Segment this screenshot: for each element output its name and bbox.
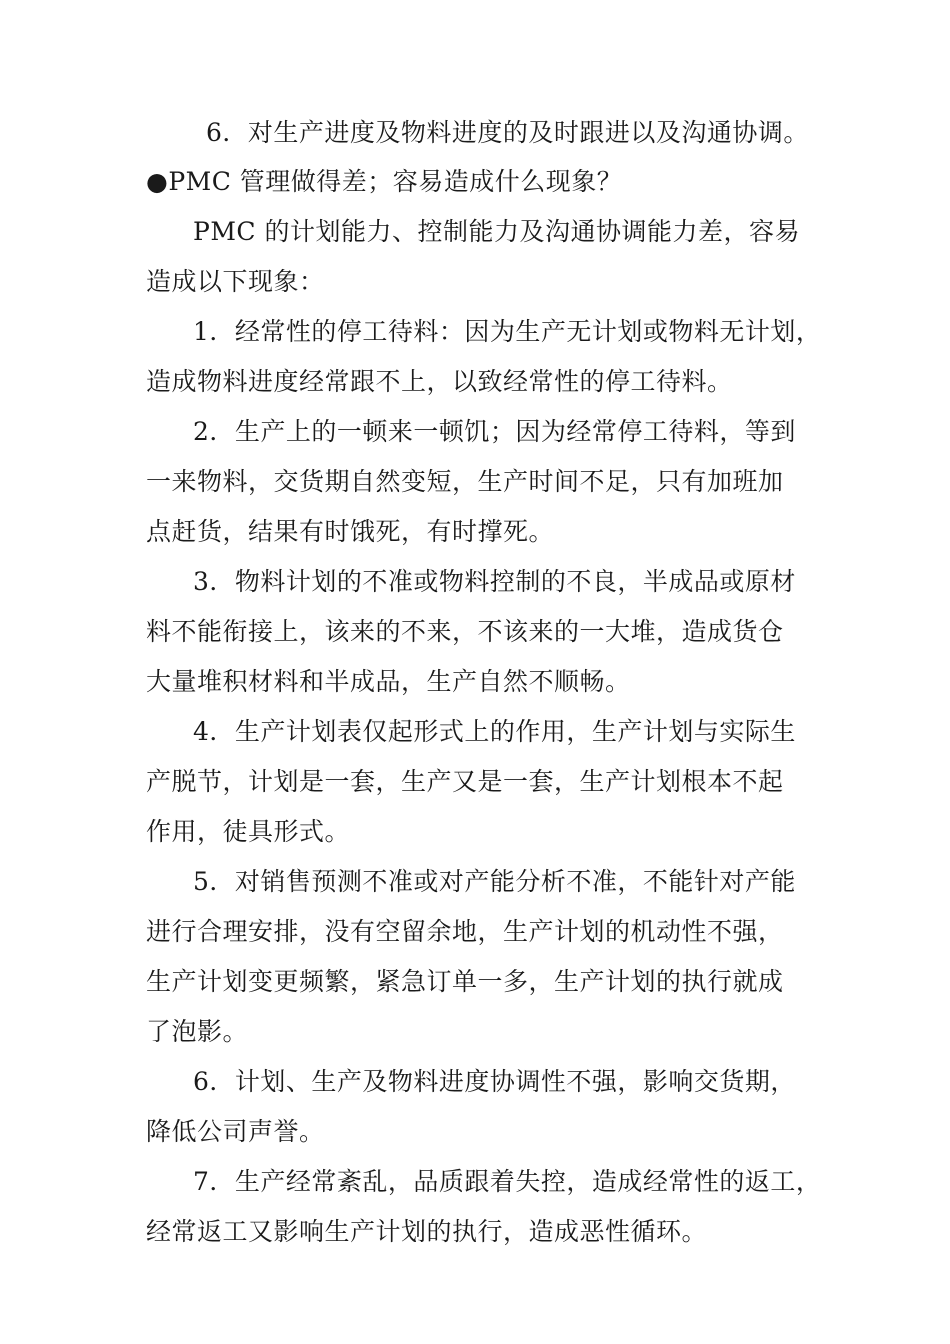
list-item-line: 3．物料计划的不准或物料控制的不良，半成品或原材 (193, 567, 796, 596)
list-item-line: 降低公司声誉。 (146, 1117, 325, 1146)
list-item-line: 生产计划变更频繁，紧急订单一多，生产计划的执行就成 (146, 967, 784, 996)
list-item-line: 造成物料进度经常跟不上，以致经常性的停工待料。 (146, 367, 733, 396)
list-item-line: 料不能衔接上，该来的不来，不该来的一大堆，造成货仓 (146, 617, 784, 646)
list-item-line: 作用，徒具形式。 (146, 817, 351, 846)
list-item-line: 2．生产上的一顿来一顿饥；因为经常停工待料，等到 (193, 417, 796, 446)
list-item-line: 进行合理安排，没有空留余地，生产计划的机动性不强， (146, 917, 784, 946)
list-item-line: 4．生产计划表仅起形式上的作用，生产计划与实际生 (193, 717, 796, 746)
list-item-line: 了泡影。 (146, 1017, 249, 1046)
list-item-line: 大量堆积材料和半成品，生产自然不顺畅。 (146, 667, 631, 696)
list-item-line: 7．生产经常紊乱，品质跟着失控，造成经常性的返工， (193, 1167, 822, 1196)
list-item-line: 6．计划、生产及物料进度协调性不强，影响交货期， (193, 1067, 796, 1096)
paragraph-line: PMC 的计划能力、控制能力及沟通协调能力差，容易 (193, 217, 800, 246)
paragraph-line: 6．对生产进度及物料进度的及时跟进以及沟通协调。 (206, 118, 809, 147)
section-heading: ●PMC 管理做得差；容易造成什么现象？ (146, 167, 623, 196)
list-item-line: 点赶货，结果有时饿死，有时撑死。 (146, 517, 555, 546)
list-item-line: 一来物料，交货期自然变短，生产时间不足，只有加班加 (146, 467, 784, 496)
list-item-line: 经常返工又影响生产计划的执行，造成恶性循环。 (146, 1217, 708, 1246)
list-item-line: 产脱节，计划是一套，生产又是一套，生产计划根本不起 (146, 767, 784, 796)
list-item-line: 5．对销售预测不准或对产能分析不准，不能针对产能 (193, 867, 796, 896)
paragraph-line: 造成以下现象： (146, 267, 325, 296)
list-item-line: 1．经常性的停工待料：因为生产无计划或物料无计划， (193, 317, 822, 346)
